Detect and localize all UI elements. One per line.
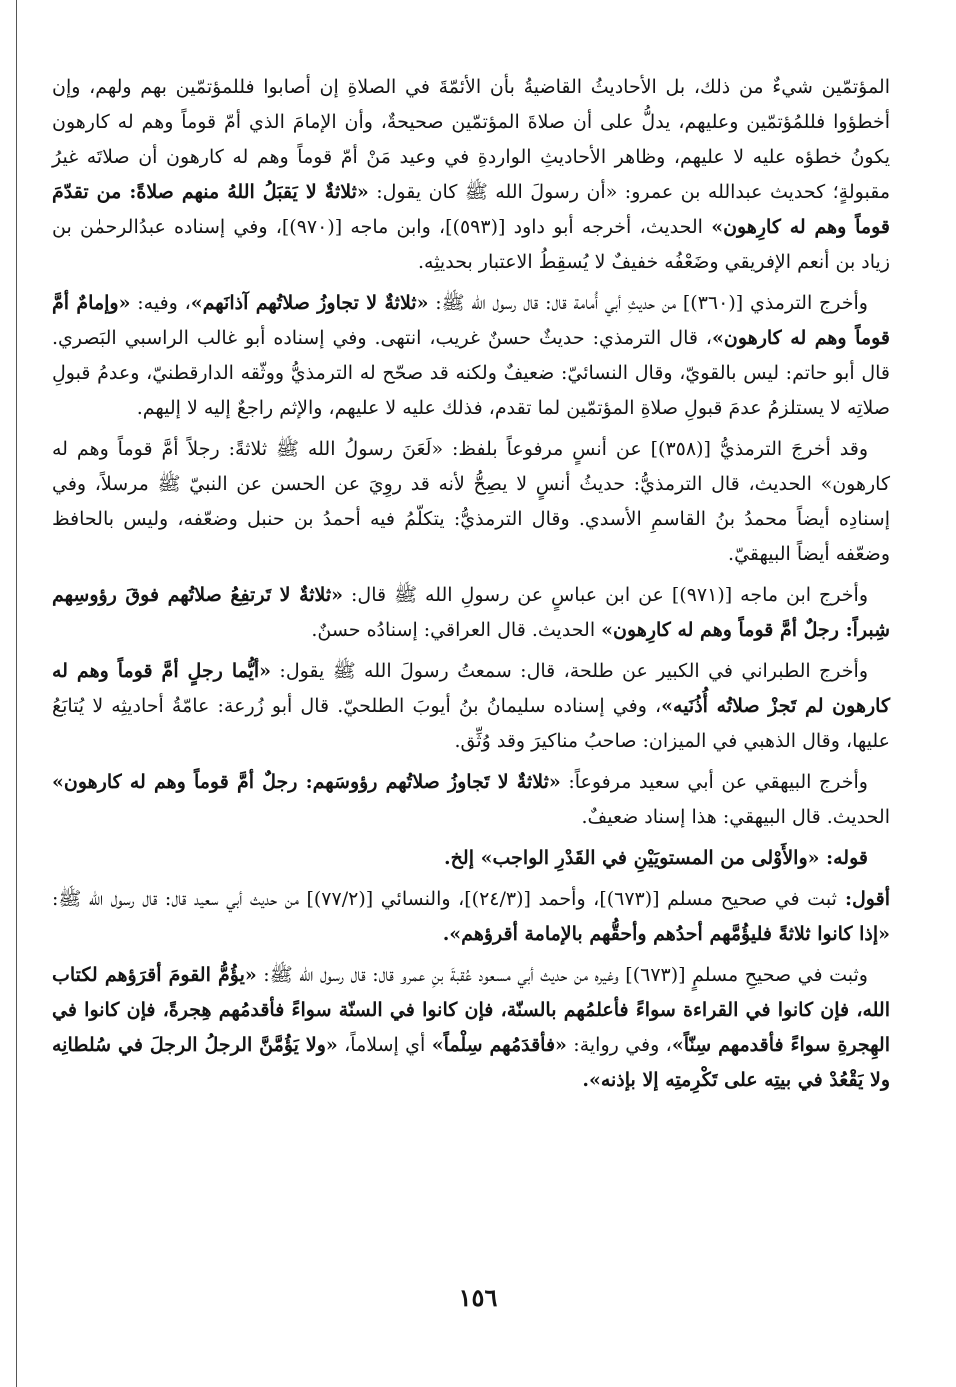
commentary-heading: قوله: «والأَوْلى من المستويَيْنِ في القَدْرِ الواجب» إلخ. — [444, 847, 868, 869]
text-run: ثبت في صحيح مسلم [(٦٧٣)]، وأحمد [(٢٤/٣)]، والنسائي [(٧٧/٢)] من حديث أبي سعيد قال: قال رسول الله ﷺ: — [52, 888, 837, 910]
text-run: الحديث. قال البيهقي: هذا إسناد ضعيفٌ. — [581, 806, 890, 828]
paragraph-1 — [52, 70, 890, 280]
hadith-quote: «إذا كانوا ثلاثةً فليؤُمَّهم أحدُهم وأحقُّهم بالإمامة أقرؤهم». — [442, 923, 890, 945]
text-run: ، قال الترمذي: حديثٌ حسنٌ غريب، انتهى. وفي إسناده أبو غالب الراسبي البَصري. قال أبو حاتم: ليس بالقويّ، وقال النسائيّ: ضعيفٌ ولكنه قد صحّح له الترمذيُّ ووثّقه الدارقطنيّ، وعدمُ قبولِ صلاتِه لا يستلزمُ عدمَ قبولِ صلاةِ المؤتمّين لما تقدم، فذلك عليه لا عليهم، والإثم راجعٌ إليه لا إليهم. — [52, 327, 890, 419]
hadith-quote: «ثلاثةٌ لا تجاوزُ صلاتُهم آذانَهم» — [190, 292, 429, 314]
text-run: وثبت في صحيحِ مسلمٍ [(٦٧٣)] وغيره من حديث أبي مسعود عُقبةَ بنِ عمرو قال: قال رسول الله ﷺ: — [256, 964, 868, 986]
hadith-quote: «أيُّما رجلٍ أمَّ قوماً وهم له كارهون لم تَجزْ صلاتُه أُذُنَيه» — [52, 660, 890, 717]
text-run: وقد أخرجَ الترمذيُّ [(٣٥٨)] عن أنسٍ مرفوعاً بلفظ: «لَعَنَ رسولُ الله ﷺ ثلاثةً: رجلاً أمَّ قوماً وهم له كارهون» الحديث، قال الترمذيُّ: حديثُ أنسٍ لا يصِحُّ لأنه قد روِيَ عن الحسن عن النبيّ ﷺ مرسلاً، وفي إسنادِه أيضاً محمدُ بنُ القاسمِ الأسدي. وقال الترمذيُّ: يتكلّمُ فيه أحمدُ بن حنبل وضعّفه، وليس بالحافظ وضعّفه أيضاً البيهقيّ. — [52, 438, 890, 565]
text-run: وأخرج الطبراني في الكبير عن طلحة، قال: سمعتُ رسولَ الله ﷺ يقول: — [271, 660, 868, 682]
text-run: الحديث. قال العراقي: إسنادُه حسنٌ. — [311, 619, 602, 641]
paragraph-9 — [52, 958, 890, 1098]
paragraph-5 — [52, 654, 890, 759]
hadith-quote: «يؤُمُّ القومَ أقرَؤهم لكتاب الله، فإن كانوا في القراءة سواءً فأعلمُهم بالسنّة، فإن كانوا في السنّة سواءً فأقدمُهم هِجرةً، فإن كانوا في الهِجرةِ سواءً فأقدمهم سِنّاً» — [52, 964, 890, 1056]
paragraph-3 — [52, 432, 890, 572]
page-number: ١٥٦ — [458, 1283, 498, 1312]
hadith-quote: «ثلاثةٌ لا تَجاوزُ صلاتُهم رؤوسَهم: رجلٌ أمَّ قوماً وهم له كارهون» — [52, 771, 561, 793]
hadith-quote: «ولا يَؤُمَّنَّ الرجلُ الرجلَ في سُلطانِه ولا يَقْعُدْ في بيتِه على تَكْرِمتِه إلا بإذنه». — [52, 1034, 890, 1091]
commentary-label: أقول: — [836, 888, 890, 910]
paragraph-7 — [52, 841, 890, 876]
paragraph-6 — [52, 765, 890, 835]
paragraph-8 — [52, 882, 890, 952]
text-run: أي إسلاماً، — [337, 1034, 432, 1056]
paragraph-2 — [52, 286, 890, 426]
hadith-quote: «وإمامٌ أمَّ قوماً وهم له كارهون» — [52, 292, 890, 349]
text-run: وأخرج ابن ماجه [(٩٧١)] عن ابن عباسٍ عن رسولِ الله ﷺ قال: — [343, 584, 868, 606]
text-run: ، وفي إسناده سليمانُ بنُ أيوبَ الطلحيّ. قال أبو زُرعة: عامّةُ أحاديثِه لا يُتابَعُ عليها، وقال الذهبي في الميزان: صاحبُ مناكيرَ وقد وُثِّق. — [52, 695, 890, 752]
text-run: ، وفي رواية: — [566, 1034, 672, 1056]
text-run: الحديث، أخرجه أبو داود [(٥٩٣)]، وابن ماجه [(٩٧٠)]، وفي إسناده عبدُالرحمٰن بن زياد بن أنعم الإفريقي وضَعْفُه خفيفٌ لا يُسقِطُ الاعتبار بحديثِه. — [52, 216, 890, 273]
text-run: وأخرج البيهقي عن أبي سعيد مرفوعاً: — [560, 771, 868, 793]
hadith-quote: «فأقدَمُهم سِلْماً» — [431, 1034, 567, 1056]
page-left-border — [16, 0, 17, 1387]
text-run: وأخرج الترمذي [(٣٦٠)] من حديثِ أبي أُمامة قال: قال رسول الله ﷺ: — [428, 292, 868, 314]
hadith-quote: «ثلاثةٌ لا يَقبَلُ اللهُ منهم صلاةً: من تقدّمَ قوماً وهم له كارِهون» — [52, 181, 891, 238]
hadith-quote: «ثلاثةٌ لا تَرتفِعُ صلاتُهم فوقَ رؤوسِهم شِبراً: رجلٌ أمَّ قوماً وهم له كارِهون» — [52, 584, 890, 641]
text-run: ، وفيه: — [130, 292, 191, 314]
page-body — [52, 70, 890, 1104]
text-run: المؤتمّين شيءٌ من ذلك، بل الأحاديثُ القاضيةُ بأن الأئمّةَ في الصلاةِ إن أصابوا فللمؤتمّين بهم ولهم، وإن أخطؤوا فللمُؤتمّين وعليهم، يدلُّ على أن صلاةَ المؤتمّين صحيحةٌ، وأن الإمامَ الذي أمّ قوماً وهم له كارهون يكونُ خطؤه عليه لا عليهم، وظاهر الأحاديثِ الواردةِ في وعيد مَنْ أمّ قوماً وهم له كارهون أن صلاتَه غيرُ مقبولةٍ؛ كحديث عبدالله بن عمرو: «أن رسولَ الله ﷺ كان يقول: — [52, 76, 890, 203]
paragraph-4 — [52, 578, 890, 648]
